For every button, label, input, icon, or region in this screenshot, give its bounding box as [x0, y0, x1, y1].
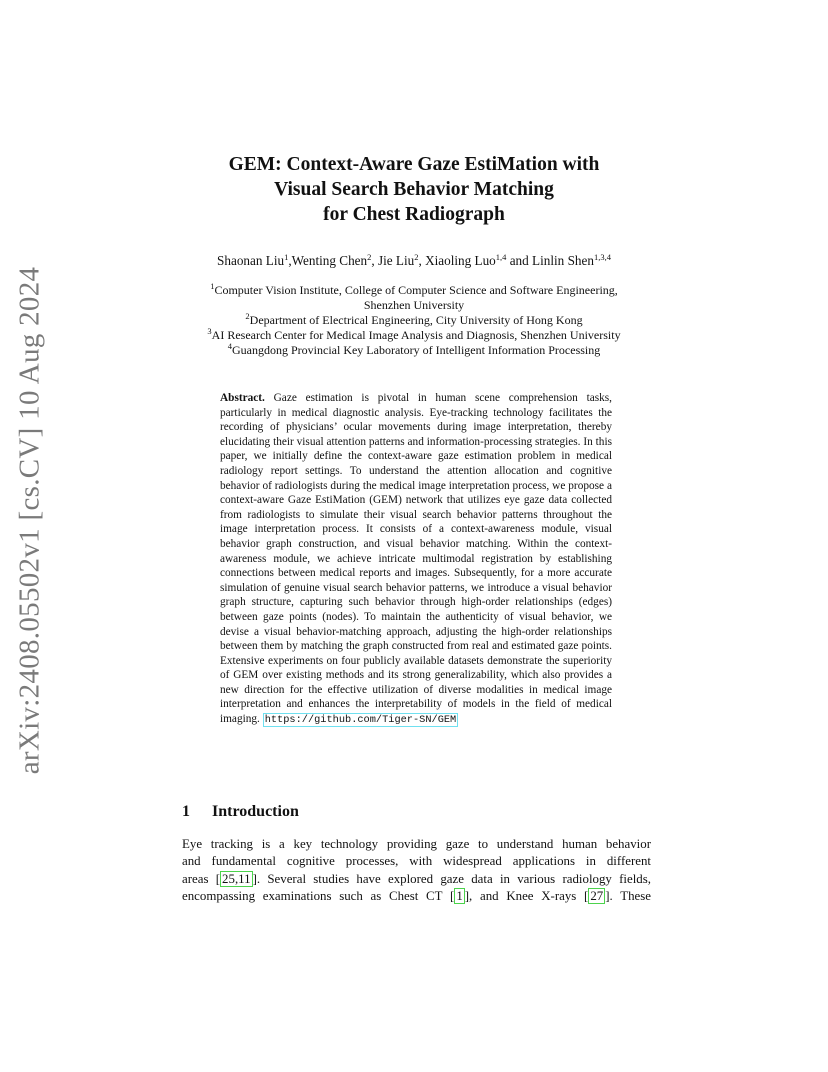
title-line: for Chest Radiograph [323, 204, 505, 225]
text-run: ]. These [605, 888, 651, 903]
text-run: encompassing examinations such as Chest CT [ [182, 888, 455, 903]
text-line [182, 871, 651, 888]
affil-text: Computer Vision Institute, College of Computer Science and Software Engineering, [214, 283, 618, 297]
abstract-label: Abstract. [220, 392, 265, 404]
paper-title [150, 152, 678, 227]
citation-number: 25 [222, 871, 235, 886]
affiliation [150, 343, 678, 358]
arxiv-identifier: arXiv:2408.05502v1 [cs.CV] 10 Aug 2024 [13, 266, 46, 774]
affil-text: Department of Electrical Engineering, City University of Hong Kong [249, 313, 583, 327]
text-run: ]. Several studies have explored gaze data in various radiology fields, [252, 871, 651, 886]
author-list [150, 253, 678, 269]
section-title: Introduction [212, 803, 299, 820]
author: and Linlin Shen [506, 253, 594, 268]
author: , Jie Liu [371, 253, 415, 268]
author-affil-sup: 2 [367, 252, 372, 262]
affiliation [150, 283, 678, 298]
affil-sup: 1 [210, 281, 215, 291]
section-number: 1 [182, 803, 190, 820]
author-affil-sup: 2 [414, 252, 419, 262]
author-affil-sup: 1,4 [495, 252, 507, 262]
affiliation [150, 313, 678, 328]
section-heading [182, 803, 299, 821]
affiliations [150, 283, 678, 358]
arxiv-side-stamp [10, 266, 50, 774]
author: Shaonan Liu [217, 253, 285, 268]
text-run: areas [ [182, 871, 221, 886]
author-affil-sup: 1 [284, 252, 289, 262]
affil-sup: 3 [207, 326, 212, 336]
text-line [182, 888, 651, 905]
title-line: Visual Search Behavior Matching [274, 179, 554, 200]
github-link[interactable]: https://github.com/Tiger-SN/GEM [264, 714, 457, 727]
citation-number: 11 [238, 871, 251, 886]
abstract [220, 391, 612, 728]
intro-paragraph [182, 836, 651, 905]
abstract-text: Gaze estimation is pivotal in human scene comprehension tasks, particularly in medical diagnostic analysis. Eye-tracking technology facilitates the recording of physicians’ ocular movements during image interpretation, thereby elucidating their visual attention patterns and information-processing strategies. In this paper, we initially define the context-aware gaze estimation problem in medical radiology report settings. To understand the attention allocation and cognitive behavior of radiologists during the medical image interpretation process, we propose a context-aware Gaze EstiMation (GEM) network that utilizes eye gaze data collected from radiologists to simulate their visual search behavior patterns throughout the image interpretation process. It consists of a context-awareness module, visual behavior graph construction, and visual behavior matching. Within the context-awareness module, we achieve intricate multimodal registration by establishing connections between medical reports and images. Subsequently, for a more accurate simulation of genuine visual search behavior patterns, we introduce a visual behavior graph structure, capturing such behavior through high-order relationships (edges) between gaze points (nodes). To maintain the authenticity of visual behavior, we devise a visual behavior-matching approach, adjusting the high-order relationships between them by matching the graph constructed from real and estimated gaze points. Extensive experiments on four publicly available datasets demonstrate the superiority of GEM over existing methods and its strong generalizability, which also provides a new direction for the effective utilization of diverse modalities in medical image interpretation and enhances the interpretability of models in the field of medical imaging. [220, 392, 612, 726]
text-run: ], and Knee X-rays [ [464, 888, 589, 903]
text-line: and fundamental cognitive processes, with widespread applications in different [182, 854, 651, 869]
affil-sup: 2 [245, 311, 250, 321]
author: ,Wenting Chen [288, 253, 368, 268]
affiliation-cont: Shenzhen University [363, 298, 465, 312]
citation-link[interactable]: 27 [590, 888, 604, 903]
affil-sup: 4 [227, 341, 232, 351]
author-affil-sup: 1,3,4 [593, 252, 611, 262]
affil-text: AI Research Center for Medical Image Analysis and Diagnosis, Shenzhen University [211, 328, 621, 342]
citation-sep: , [234, 871, 239, 886]
citation-link[interactable]: 1 [456, 888, 463, 903]
title-line: GEM: Context-Aware Gaze EstiMation with [228, 154, 600, 175]
author: , Xiaoling Luo [418, 253, 496, 268]
affil-text: Guangdong Provincial Key Laboratory of Intelligent Information Processing [232, 343, 601, 357]
citation-link[interactable] [220, 871, 253, 887]
text-line: Eye tracking is a key technology providing gaze to understand human behavior [182, 837, 651, 851]
